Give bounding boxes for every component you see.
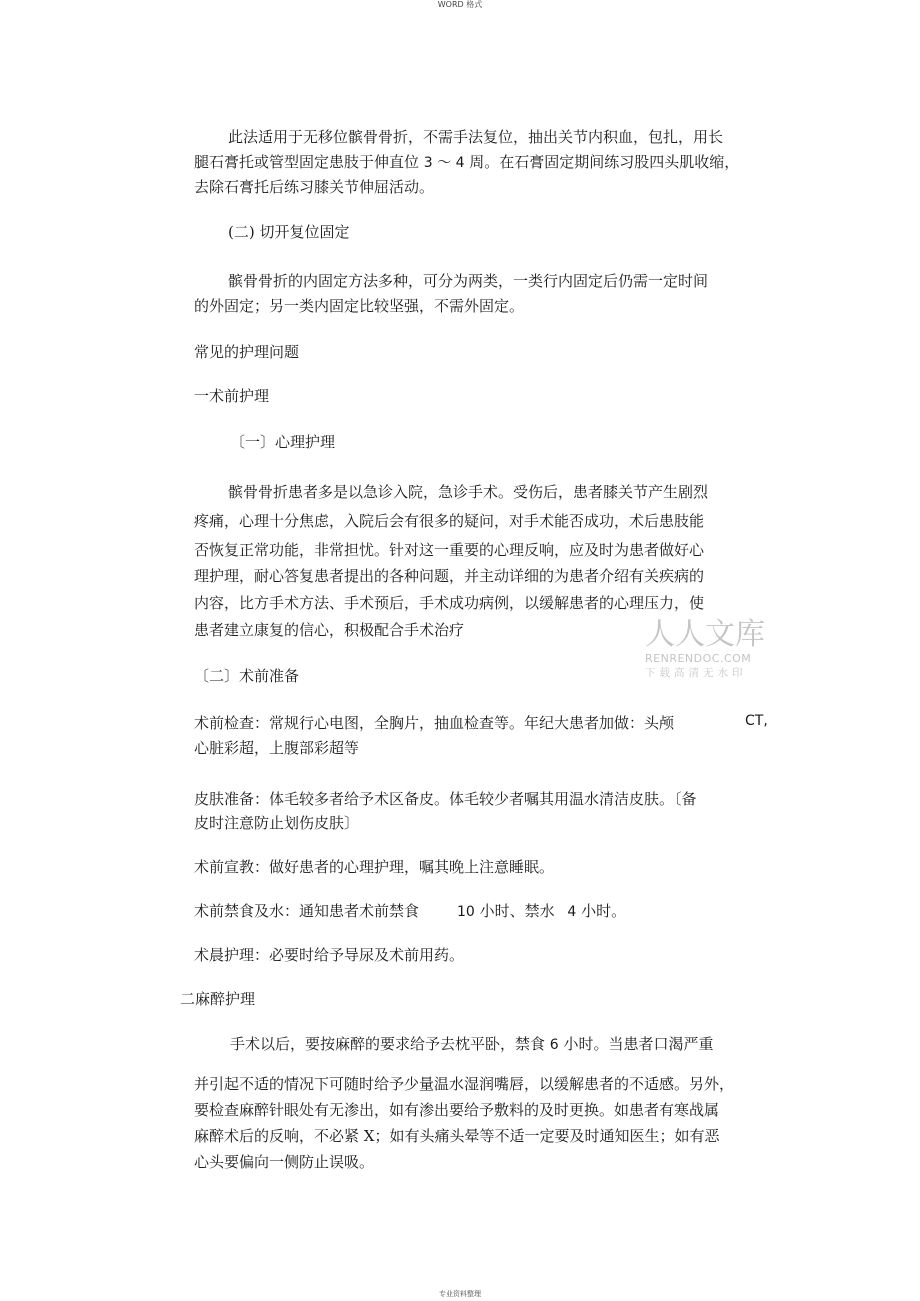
paragraph-line: 患者建立康复的信心，积极配合手术治疗: [194, 621, 465, 639]
paragraph-line: 此法适用于无移位髌骨骨折，不需手法复位，抽出关节内积血，包扎，用长: [228, 128, 724, 146]
ct-label: CT,: [745, 713, 768, 729]
page-header: WORD 格式: [437, 0, 483, 9]
paragraph-line: 疼痛，心理十分焦虑，入院后会有很多的疑问，对手术能否成功，术后患肢能: [194, 512, 705, 530]
paragraph-line: 皮肤准备：体毛较多者给予术区备皮。体毛较少者嘱其用温水清洁皮肤。〔备: [194, 790, 697, 808]
page-footer: 专业资料整理: [439, 1290, 481, 1298]
subsection-heading: 〔一〕心理护理: [230, 433, 336, 451]
paragraph-line: 心头要偏向一侧防止误吸。: [194, 1153, 375, 1171]
subsection-heading: 〔二〕术前准备: [194, 667, 300, 685]
paragraph-line: 10 小时、禁水 4 小时。: [457, 902, 627, 920]
paragraph-line: 髌骨骨折患者多是以急诊入院，急诊手术。受伤后，患者膝关节产生剧烈: [228, 483, 709, 501]
watermark: [645, 618, 775, 680]
paragraph-line: 髌骨骨折的内固定方法多种，可分为两类，一类行内固定后仍需一定时间: [228, 272, 709, 290]
paragraph-line: 的外固定；另一类内固定比较坚强，不需外固定。: [194, 297, 525, 315]
section-heading: 一术前护理: [194, 387, 270, 405]
paragraph-line: 否恢复正常功能，非常担忧。针对这一重要的心理反响，应及时为患者做好心: [194, 541, 705, 559]
paragraph-line: 术前禁食及水：通知患者术前禁食: [194, 902, 420, 920]
paragraph-line: 要检查麻醉针眼处有无渗出，如有渗出要给予敷料的及时更换。如患者有寒战属: [194, 1101, 720, 1119]
paragraph-line: 手术以后，要按麻醉的要求给予去枕平卧，禁食 6 小时。当患者口渴严重: [230, 1035, 714, 1053]
paragraph-line: 腿石膏托或管型固定患肢于伸直位 3 ～ 4 周。在石膏固定期间练习股四头肌收缩，: [194, 153, 740, 171]
section-heading: (二) 切开复位固定: [228, 223, 350, 241]
watermark-subtitle: 下载高清无水印: [645, 667, 747, 679]
section-heading: 二麻醉护理: [180, 990, 256, 1008]
watermark-title: 人人文库: [645, 617, 765, 652]
paragraph-line: 术前检查：常规行心电图，全胸片，抽血检查等。年纪大患者加做：头颅: [194, 714, 675, 732]
paragraph-line: 皮时注意防止划伤皮肤〕: [194, 814, 360, 832]
paragraph-line: 心脏彩超，上腹部彩超等: [194, 739, 360, 757]
paragraph-line: 术前宣教：做好患者的心理护理，嘱其晚上注意睡眠。: [194, 858, 555, 876]
section-heading: 常见的护理问题: [194, 343, 300, 361]
paragraph-line: 去除石膏托后练习膝关节伸屈活动。: [194, 178, 435, 196]
watermark-url: RENRENDOC.COM: [645, 652, 752, 665]
paragraph-line: 并引起不适的情况下可随时给予少量温水湿润嘴唇，以缓解患者的不适感。另外，: [194, 1075, 735, 1093]
paragraph-line: 理护理，耐心答复患者提出的各种问题，并主动详细的为患者介绍有关疾病的: [194, 567, 705, 585]
paragraph-line: 内容，比方手术方法、手术预后，手术成功病例，以缓解患者的心理压力，使: [194, 594, 705, 612]
paragraph-line: 麻醉术后的反响，不必紧 X；如有头痛头晕等不适一定要及时通知医生；如有恶: [194, 1127, 720, 1145]
paragraph-line: 术晨护理：必要时给予导尿及术前用药。: [194, 946, 465, 964]
